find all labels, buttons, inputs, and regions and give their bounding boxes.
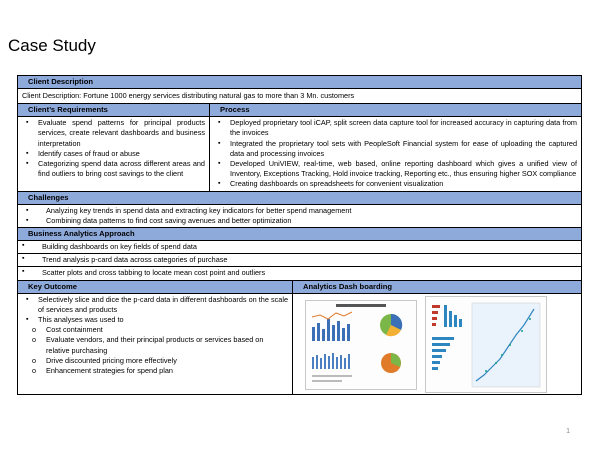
- challenge-item: ▪ Analyzing key trends in spend data and extracting key indicators for better spend management: [22, 206, 577, 216]
- key-outcome-list: [18, 294, 293, 394]
- dashboard-thumbnails: [293, 294, 581, 394]
- requirement-item: ▪ Categorizing spend data across different areas and find outliers to bring cost savings to the client: [22, 159, 205, 179]
- outcome-sub-item: o Enhancement strategies for spend plan: [22, 366, 288, 376]
- challenge-item: ▪ Combining data patterns to find cost saving avenues and better optimization: [22, 216, 577, 226]
- client-description-text: Client Description: Fortune 1000 energy services distributing natural gas to more than 3 Mn. customers: [18, 89, 581, 104]
- page-number: 1: [566, 428, 570, 435]
- client-description-header: Client Description: [18, 76, 581, 89]
- process-item: ▪ Developed UniVIEW, real-time, web based, online reporting dashboard which gives a unified view of Inventory, Exceptions Tracking, Hold invoice tracking, Reporting etc., thus ensuring higher SOX compliance: [214, 159, 577, 179]
- case-study-table: [17, 75, 582, 395]
- approach-list: [18, 241, 581, 281]
- requirements-list: [18, 117, 210, 190]
- outcome-item: ▪ This analyses was used to: [22, 315, 288, 325]
- process-header: Process: [210, 104, 581, 116]
- dashboard-thumbnail-2: [425, 296, 547, 393]
- process-item: ▪ Integrated the proprietary tool sets with PeopleSoft Financial system for ease of uploading the captured data and processing invoices: [214, 139, 577, 159]
- challenges-list: [18, 205, 581, 228]
- requirement-item: ▪ Identify cases of fraud or abuse: [22, 149, 205, 159]
- outcome-sub-item: o Drive discounted pricing more effectively: [22, 356, 288, 366]
- key-outcome-header: Key Outcome: [18, 281, 293, 293]
- outcome-sub-item: o Evaluate vendors, and their principal products or services based on relative purchasing: [22, 335, 288, 355]
- outcome-sub-item: o Cost containment: [22, 325, 288, 335]
- requirement-item: ▪ Evaluate spend patterns for principal products services, create relevant dashboards and business interpretation: [22, 118, 205, 149]
- process-list: [210, 117, 581, 190]
- process-item: ▪ Deployed proprietary tool iCAP, split screen data capture tool for increased accuracy in capturing data from the invoices: [214, 118, 577, 138]
- approach-item: ▪ Scatter plots and cross tabbing to locate mean cost point and outliers: [18, 267, 581, 279]
- dashboard-thumbnail-1: [305, 300, 417, 390]
- challenges-header: Challenges: [18, 192, 581, 205]
- process-item: ▪ Creating dashboards on spreadsheets for convenient visualization: [214, 179, 577, 189]
- approach-header: Business Analytics Approach: [18, 228, 581, 241]
- analytics-header: Analytics Dash boarding: [293, 281, 581, 293]
- requirements-header: Client’s Requirements: [18, 104, 210, 116]
- page-title: Case Study: [8, 36, 96, 55]
- approach-item: ▪ Trend analysis p-card data across categories of purchase: [18, 254, 581, 267]
- outcome-item: ▪ Selectively slice and dice the p-card data in different dashboards on the scale of services and products: [22, 295, 288, 315]
- approach-item: ▪ Building dashboards on key fields of spend data: [18, 241, 581, 254]
